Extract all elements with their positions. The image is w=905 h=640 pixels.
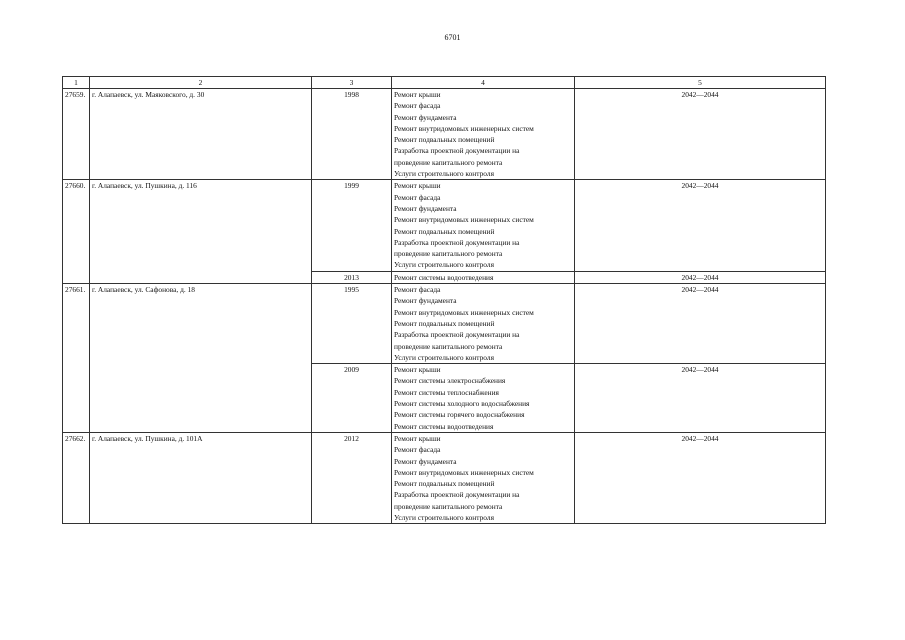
building-address: г. Алапаевск, ул. Маяковского, д. 30 [90, 89, 312, 180]
works-cell [392, 89, 575, 180]
work-item: проведение капитального ремонта [394, 341, 503, 351]
works-cell [392, 364, 575, 433]
work-item: Ремонт крыши [394, 433, 441, 443]
work-item: Ремонт крыши [394, 181, 441, 191]
year-cell: 1995 [312, 284, 392, 364]
work-item: Ремонт крыши [394, 365, 441, 375]
work-item: Ремонт фундамента [394, 456, 457, 466]
works-cell [392, 432, 575, 523]
building-address: г. Алапаевск, ул. Пушкина, д. 116 [90, 180, 312, 284]
work-item: Ремонт фасада [394, 285, 441, 295]
work-item: Ремонт внутридомовых инженерных систем [394, 123, 534, 133]
work-item: Ремонт внутридомовых инженерных систем [394, 307, 534, 317]
work-item: Ремонт фасада [394, 101, 441, 111]
work-item: Ремонт системы теплоснабжения [394, 387, 499, 397]
repair-schedule-table [62, 76, 826, 524]
page-number: 6701 [444, 33, 461, 42]
work-item: Ремонт системы холодного водоснабжения [394, 399, 530, 409]
header-cell-1: 1 [63, 77, 90, 89]
header-cell-2: 2 [90, 77, 312, 89]
work-item: Услуги строительного контроля [394, 260, 494, 270]
table-row [63, 432, 826, 523]
work-item: Ремонт подвальных помещений [394, 226, 495, 236]
works-cell [392, 271, 575, 283]
work-item: Услуги строительного контроля [394, 352, 494, 362]
table-row [63, 89, 826, 180]
period-cell: 2042—2044 [575, 432, 826, 523]
work-item: Ремонт фундамента [394, 112, 457, 122]
year-cell: 2012 [312, 432, 392, 523]
work-item: Ремонт фасада [394, 192, 441, 202]
year-cell: 1998 [312, 89, 392, 180]
work-item: проведение капитального ремонта [394, 501, 503, 511]
header-cell-4: 4 [392, 77, 575, 89]
work-item: Ремонт системы водоотведения [394, 421, 494, 431]
period-cell: 2042—2044 [575, 364, 826, 433]
work-item: проведение капитального ремонта [394, 157, 503, 167]
building-address: г. Алапаевск, ул. Сафонова, д. 18 [90, 284, 312, 433]
work-item: Ремонт подвальных помещений [394, 318, 495, 328]
work-item: Ремонт фасада [394, 445, 441, 455]
period-cell: 2042—2044 [575, 284, 826, 364]
period-cell: 2042—2044 [575, 180, 826, 271]
work-item: Ремонт подвальных помещений [394, 135, 495, 145]
record-number: 27659. [63, 89, 90, 180]
work-item: Ремонт крыши [394, 90, 441, 99]
work-item: Ремонт фундамента [394, 203, 457, 213]
period-cell: 2042—2044 [575, 271, 826, 283]
building-address: г. Алапаевск, ул. Пушкина, д. 101А [90, 432, 312, 523]
work-item: Разработка проектной документации на [394, 237, 520, 247]
work-item: Разработка проектной документации на [394, 490, 520, 500]
works-cell [392, 284, 575, 364]
year-cell: 1999 [312, 180, 392, 271]
period-cell: 2042—2044 [575, 89, 826, 180]
record-number: 27662. [63, 432, 90, 523]
record-number: 27661. [63, 284, 90, 433]
year-cell: 2009 [312, 364, 392, 433]
work-item: Ремонт внутридомовых инженерных систем [394, 215, 534, 225]
work-item: проведение капитального ремонта [394, 249, 503, 259]
work-item: Ремонт внутридомовых инженерных систем [394, 467, 534, 477]
work-item: Разработка проектной документации на [394, 146, 520, 156]
header-cell-5: 5 [575, 77, 826, 89]
work-item: Ремонт подвальных помещений [394, 479, 495, 489]
header-row [63, 77, 826, 89]
work-item: Ремонт системы горячего водоснабжения [394, 410, 525, 420]
work-item: Ремонт системы электроснабжения [394, 376, 506, 386]
table-row [63, 180, 826, 271]
work-item: Ремонт фундамента [394, 296, 457, 306]
work-item: Разработка проектной документации на [394, 330, 520, 340]
table-row [63, 284, 826, 364]
year-cell: 2013 [312, 271, 392, 283]
work-item: Услуги строительного контроля [394, 169, 494, 179]
works-cell [392, 180, 575, 271]
work-item: Услуги строительного контроля [394, 512, 494, 522]
work-item: Ремонт системы водоотведения [394, 272, 494, 282]
header-cell-3: 3 [312, 77, 392, 89]
record-number: 27660. [63, 180, 90, 284]
